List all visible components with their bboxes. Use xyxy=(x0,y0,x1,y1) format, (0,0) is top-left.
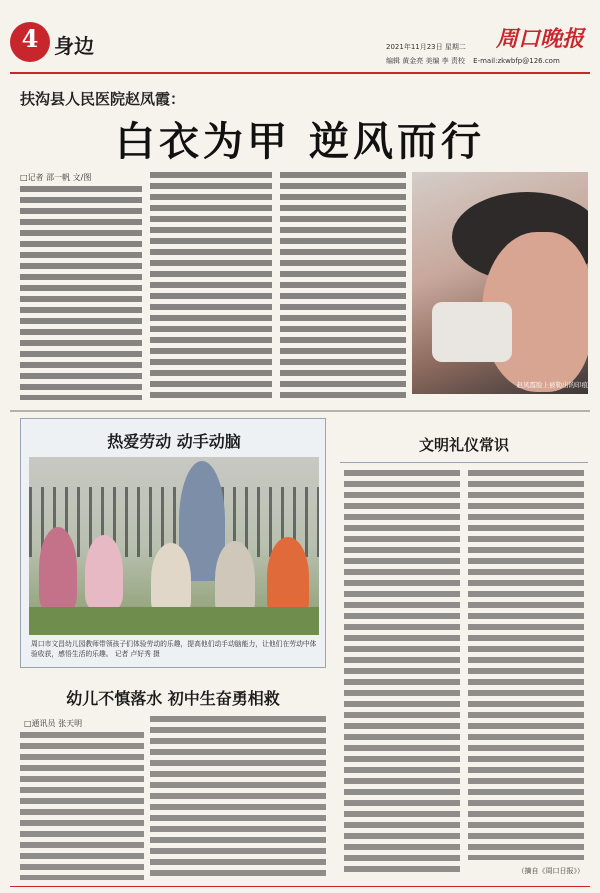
lead-kicker: 扶沟县人民医院赵凤霞： xyxy=(20,90,186,108)
photo-news-title: 热爱劳动 动手动脑 xyxy=(107,432,241,451)
lead-photo xyxy=(412,172,588,394)
lead-column-3 xyxy=(280,172,406,400)
photo-child-1 xyxy=(39,527,77,611)
lead-headline: 白衣为甲 逆风而行 xyxy=(115,118,485,165)
issue-date: 2021年11月23日 星期二 xyxy=(386,43,466,51)
lead-column-2 xyxy=(150,172,272,400)
section-title: 身边 xyxy=(54,34,94,58)
etiquette-column-2 xyxy=(468,470,584,860)
brand-logo: 周口晚报 xyxy=(495,26,584,52)
editors-line xyxy=(386,56,560,66)
page-number: 4 xyxy=(21,24,39,53)
etiquette-source: （摘自《周口日报》） xyxy=(517,867,584,875)
lead-byline: □记者 邵一帆 文/图 xyxy=(20,173,92,182)
low-headline: 幼儿不慎落水 初中生奋勇相救 xyxy=(66,689,280,708)
mid-rule xyxy=(10,410,590,412)
email: E-mail:zkwbfp@126.com xyxy=(473,57,560,65)
photo-child-3 xyxy=(151,543,191,615)
etiquette-column-1 xyxy=(344,470,460,874)
lead-photo-caption: 赵凤霞脸上被勒出的印痕 xyxy=(516,381,588,389)
photo-news-caption: 周口市文昌幼儿园教师带领孩子们体验劳动的乐趣，提高他们动手动脑能力，让他们在劳动中体验收获，感悟生活的乐趣。 记者 卢好秀 摄 xyxy=(31,640,317,658)
etiquette-title: 文明礼仪常识 xyxy=(418,436,509,454)
low-column-2 xyxy=(150,716,326,880)
photo-child-2 xyxy=(85,535,123,609)
kids-photo xyxy=(29,457,319,635)
masthead xyxy=(10,18,590,70)
photo-child-4 xyxy=(215,541,255,617)
low-column-1 xyxy=(20,732,144,880)
lead-column-1 xyxy=(20,186,142,400)
photo-mask xyxy=(432,302,512,362)
photo-child-5 xyxy=(267,537,309,617)
photo-grass xyxy=(29,607,319,635)
masthead-rule xyxy=(10,72,590,74)
photo-news-box xyxy=(20,418,326,668)
low-byline: □通讯员 张天明 xyxy=(24,719,83,728)
editors: 编辑 黄金亮 美编 李 责校 xyxy=(386,57,465,65)
footer-rule xyxy=(10,886,590,887)
etiquette-rule xyxy=(340,462,588,463)
etiquette-box xyxy=(340,418,588,884)
